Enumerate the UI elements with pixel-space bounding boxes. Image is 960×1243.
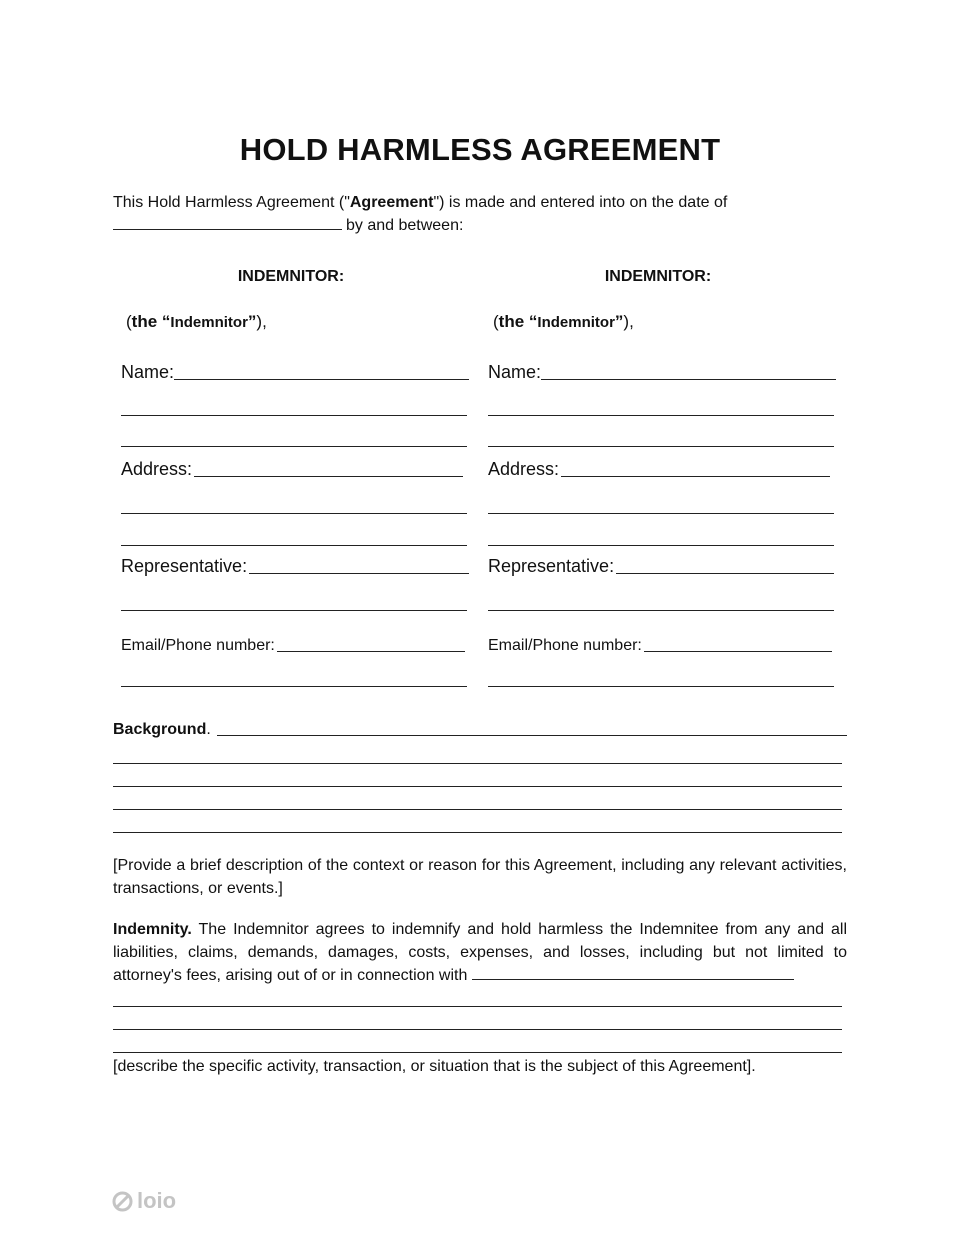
background-period: . (206, 721, 211, 738)
right-name-line-3[interactable] (488, 446, 834, 447)
left-party-role-line (126, 312, 267, 332)
right-party-heading: INDEMNITOR: (604, 268, 712, 285)
left-contact-field[interactable] (121, 637, 465, 655)
left-representative-line-2[interactable] (121, 610, 467, 611)
indemnity-paragraph (113, 918, 847, 987)
left-address-field[interactable] (121, 459, 463, 480)
intro-text-start: This Hold Harmless Agreement (" (113, 194, 350, 211)
right-contact-field[interactable] (488, 637, 832, 655)
right-address-line-3[interactable] (488, 545, 834, 546)
left-role-close-quote: ” (247, 312, 257, 331)
left-contact-label: Email/Phone number: (121, 637, 275, 654)
right-contact-label: Email/Phone number: (488, 637, 642, 654)
left-address-line-3[interactable] (121, 545, 467, 546)
background-line-3[interactable] (113, 786, 842, 787)
indemnity-line-3[interactable] (113, 1029, 842, 1030)
right-representative-line-2[interactable] (488, 610, 834, 611)
date-blank[interactable] (113, 214, 342, 230)
loio-logo (112, 1188, 176, 1214)
left-representative-label: Representative: (121, 556, 248, 576)
right-representative-label: Representative: (488, 556, 615, 576)
left-name-line-2[interactable] (121, 415, 467, 416)
right-address-line-2[interactable] (488, 513, 834, 514)
indemnity-note: [describe the specific activity, transaction, or situation that is the subject of this Agreement]. (113, 1058, 756, 1075)
indemnity-text: The Indemnitor agrees to indemnify and hold harmless the Indemnitee from any and all liabilities, claims, demands, damages, costs, expenses, and losses, including but not limited to attorney's fees, arising out of or in connection with (113, 921, 847, 984)
indemnity-line-2[interactable] (113, 1006, 842, 1007)
left-name-field[interactable] (121, 362, 469, 383)
right-party-block (488, 262, 838, 654)
left-name-label: Name: (121, 362, 175, 382)
left-contact-line-2[interactable] (121, 686, 467, 687)
left-party-block (121, 262, 471, 654)
intro-text-end: by and between: (346, 217, 464, 234)
background-line-4[interactable] (113, 809, 842, 810)
left-address-label: Address: (121, 459, 193, 479)
intro-text-middle: ") is made and entered into on the date of (433, 194, 728, 211)
right-role-close-quote: ” (614, 312, 624, 331)
left-role-the: the “ (131, 312, 171, 331)
right-name-label: Name: (488, 362, 542, 382)
left-role-open: ( (126, 312, 132, 331)
right-address-field[interactable] (488, 459, 830, 480)
left-representative-field[interactable] (121, 556, 469, 577)
background-note: [Provide a brief description of the context or reason for this Agreement, including any relevant activities, transactions, or events.] (113, 857, 847, 897)
intro-agreement-term: Agreement (349, 194, 434, 211)
background-line-2[interactable] (113, 763, 842, 764)
loio-logo-icon (112, 1191, 133, 1212)
right-role-the: the “ (498, 312, 538, 331)
right-name-line-2[interactable] (488, 415, 834, 416)
right-name-field[interactable] (488, 362, 836, 383)
left-name-line-3[interactable] (121, 446, 467, 447)
indemnity-line-4[interactable] (113, 1052, 842, 1053)
right-role-suffix: ), (623, 312, 634, 331)
left-role-name: Indemnitor (170, 314, 248, 331)
right-contact-line-2[interactable] (488, 686, 834, 687)
left-address-line-2[interactable] (121, 513, 467, 514)
indemnity-blank[interactable] (472, 964, 794, 980)
background-label: Background (113, 721, 207, 738)
loio-logo-text: loio (137, 1188, 177, 1213)
right-address-label: Address: (488, 459, 560, 479)
document-title: HOLD HARMLESS AGREEMENT (239, 132, 721, 167)
right-role-name: Indemnitor (537, 314, 615, 331)
right-representative-field[interactable] (488, 556, 834, 577)
intro-paragraph (113, 191, 847, 237)
right-party-role-line (493, 312, 634, 332)
left-role-suffix: ), (256, 312, 267, 331)
left-party-heading: INDEMNITOR: (237, 268, 345, 285)
indemnity-label: Indemnity. (113, 921, 192, 938)
right-role-open: ( (493, 312, 499, 331)
background-line-5[interactable] (113, 832, 842, 833)
background-heading[interactable] (113, 721, 847, 739)
